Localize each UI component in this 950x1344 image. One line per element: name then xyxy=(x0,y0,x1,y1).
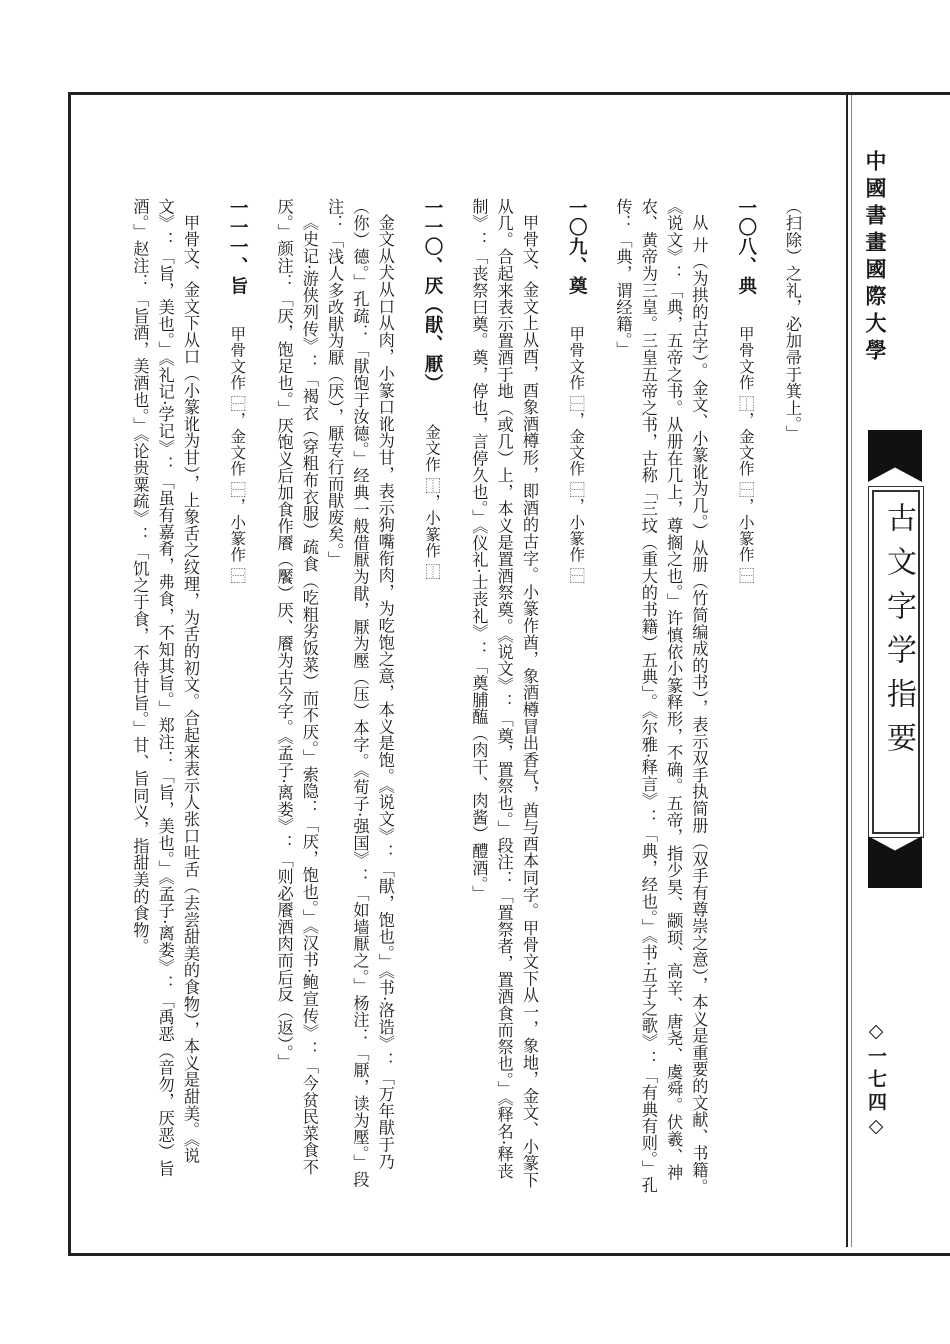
entry-script-forms: 甲骨文作 ⿰，金文作 ⿱，小篆作 ⿱ xyxy=(736,326,755,585)
book-title: 古文字学指要 xyxy=(881,502,916,766)
page-number: ◇一七四◇ xyxy=(865,1020,887,1141)
entry-paragraph: 甲骨文、金文上从酉，酉象酒樽形，即酒的古字。小篆作酋，象酒樽冒出香气，酋与酉本同字。甲骨文下从一，象地，金文、小篆下从几。合起来表示置酒于地（或几）上，本义是置酒祭奠。《说文》：「奠，置祭也。」段注：「置祭者，置酒食而祭也。」《释名·释丧制》：「丧祭曰奠。奠，停也，言停久也。」《仪礼·士丧礼》：「奠脯醢（肉干、肉酱）醴酒。」 xyxy=(469,198,539,1189)
entry-script-forms: 甲骨文作 ⿱，金文作 ⿱，小篆作 ⿱ xyxy=(228,326,247,585)
running-head: 中國書畫國際大學 xyxy=(863,150,888,366)
entry-heading-108 xyxy=(732,198,758,1198)
entry-heading-110 xyxy=(419,198,445,1198)
main-text xyxy=(105,198,805,1198)
entry-title: 一〇八、典 xyxy=(735,198,757,296)
entry-paragraph: 《史记·游侠列传》：「褐衣（穿粗布衣服）疏食（吃粗劣饭菜）而不厌。」索隐：「厌，饱也。」《汉书·鲍宣传》：「今贫民菜食不厌。」颜注：「厌，饱足也。」厌饱义后加食作餍（饜）厌、餍为古今字。《孟子·离娄》：「则必餍酒肉而后反（返）。」 xyxy=(274,198,319,1176)
entry-heading-109 xyxy=(563,198,589,1198)
entry-title: 一〇九、奠 xyxy=(566,198,588,296)
margin-rule-thin xyxy=(851,95,852,1247)
entry-paragraph: 从 廾（为拱的古字）。金文、小篆讹为几。）从册（竹简编成的书），表示双手执简册（双手有尊崇之意），本义是重要的文献、书籍。《说文》：「典，五帝之书。从册在几上，尊搁之也。」许慎依小篆释形，不确。五帝，指少昊、颛顼、高辛、唐尧、虞舜。伏羲、神农、黄帝为三皇。三皇五帝之书，古称「三坟（重大的书籍）五典」。《尔雅·释言》：「典，经也。」《书·五子之歌》：「有典有则。」孔传：「典，谓经籍。」 xyxy=(613,198,709,1196)
banner-bottom-ornament xyxy=(868,836,922,888)
book-title-banner xyxy=(868,430,922,888)
margin-rule xyxy=(846,95,848,1247)
entry-paragraph: 甲骨文、金文下从口（小篆讹为甘），上象舌之纹理，为舌的初文。合起来表示人张口吐舌（去尝甜美的食物），本义是甜美。《说文》：「旨，美也。」《礼记·学记》：「虽有嘉肴，弗食，不知其旨。」郑注：「旨，美也。」《孟子·离娄》：「禹恶（音勿，厌恶）旨酒。」赵注：「旨酒，美酒也。」《论贵粟疏》：「饥之于食，不待甘旨。」甘、旨同义，指甜美的食物。 xyxy=(130,198,200,1177)
entry-paragraph: 金文从犬从口从肉，小篆口讹为甘，表示狗嘴衔肉，为吃饱之意，本义是饱。《说文》：「猒，饱也。」《书·洛诰》：「万年猒于乃（你）德。」孔疏：「猒饱于汝德。」经典一般借厭为猒，厭为壓（压）本字。《荀子·强国》：「如墙厭之。」杨注：「厭，读为壓。」段注：「浅人多改猒为厭（厌），厭专行而猒废矣。」 xyxy=(325,198,395,1189)
entry-title: 一一一、旨 xyxy=(227,198,249,296)
entry-script-forms: 甲骨文作 ⿱，金文作 ⿱，小篆作 ⿱ xyxy=(567,326,586,585)
entry-title: 一一〇、厌（猒、厭） xyxy=(422,198,444,393)
continued-paragraph: （扫除）之礼，必加帚于箕上。」 xyxy=(783,198,802,442)
entry-script-forms: 金文作 ⿰，小篆作 ⿰ xyxy=(423,423,442,580)
banner-top-ornament xyxy=(868,430,922,482)
entry-heading-111 xyxy=(224,198,250,1198)
